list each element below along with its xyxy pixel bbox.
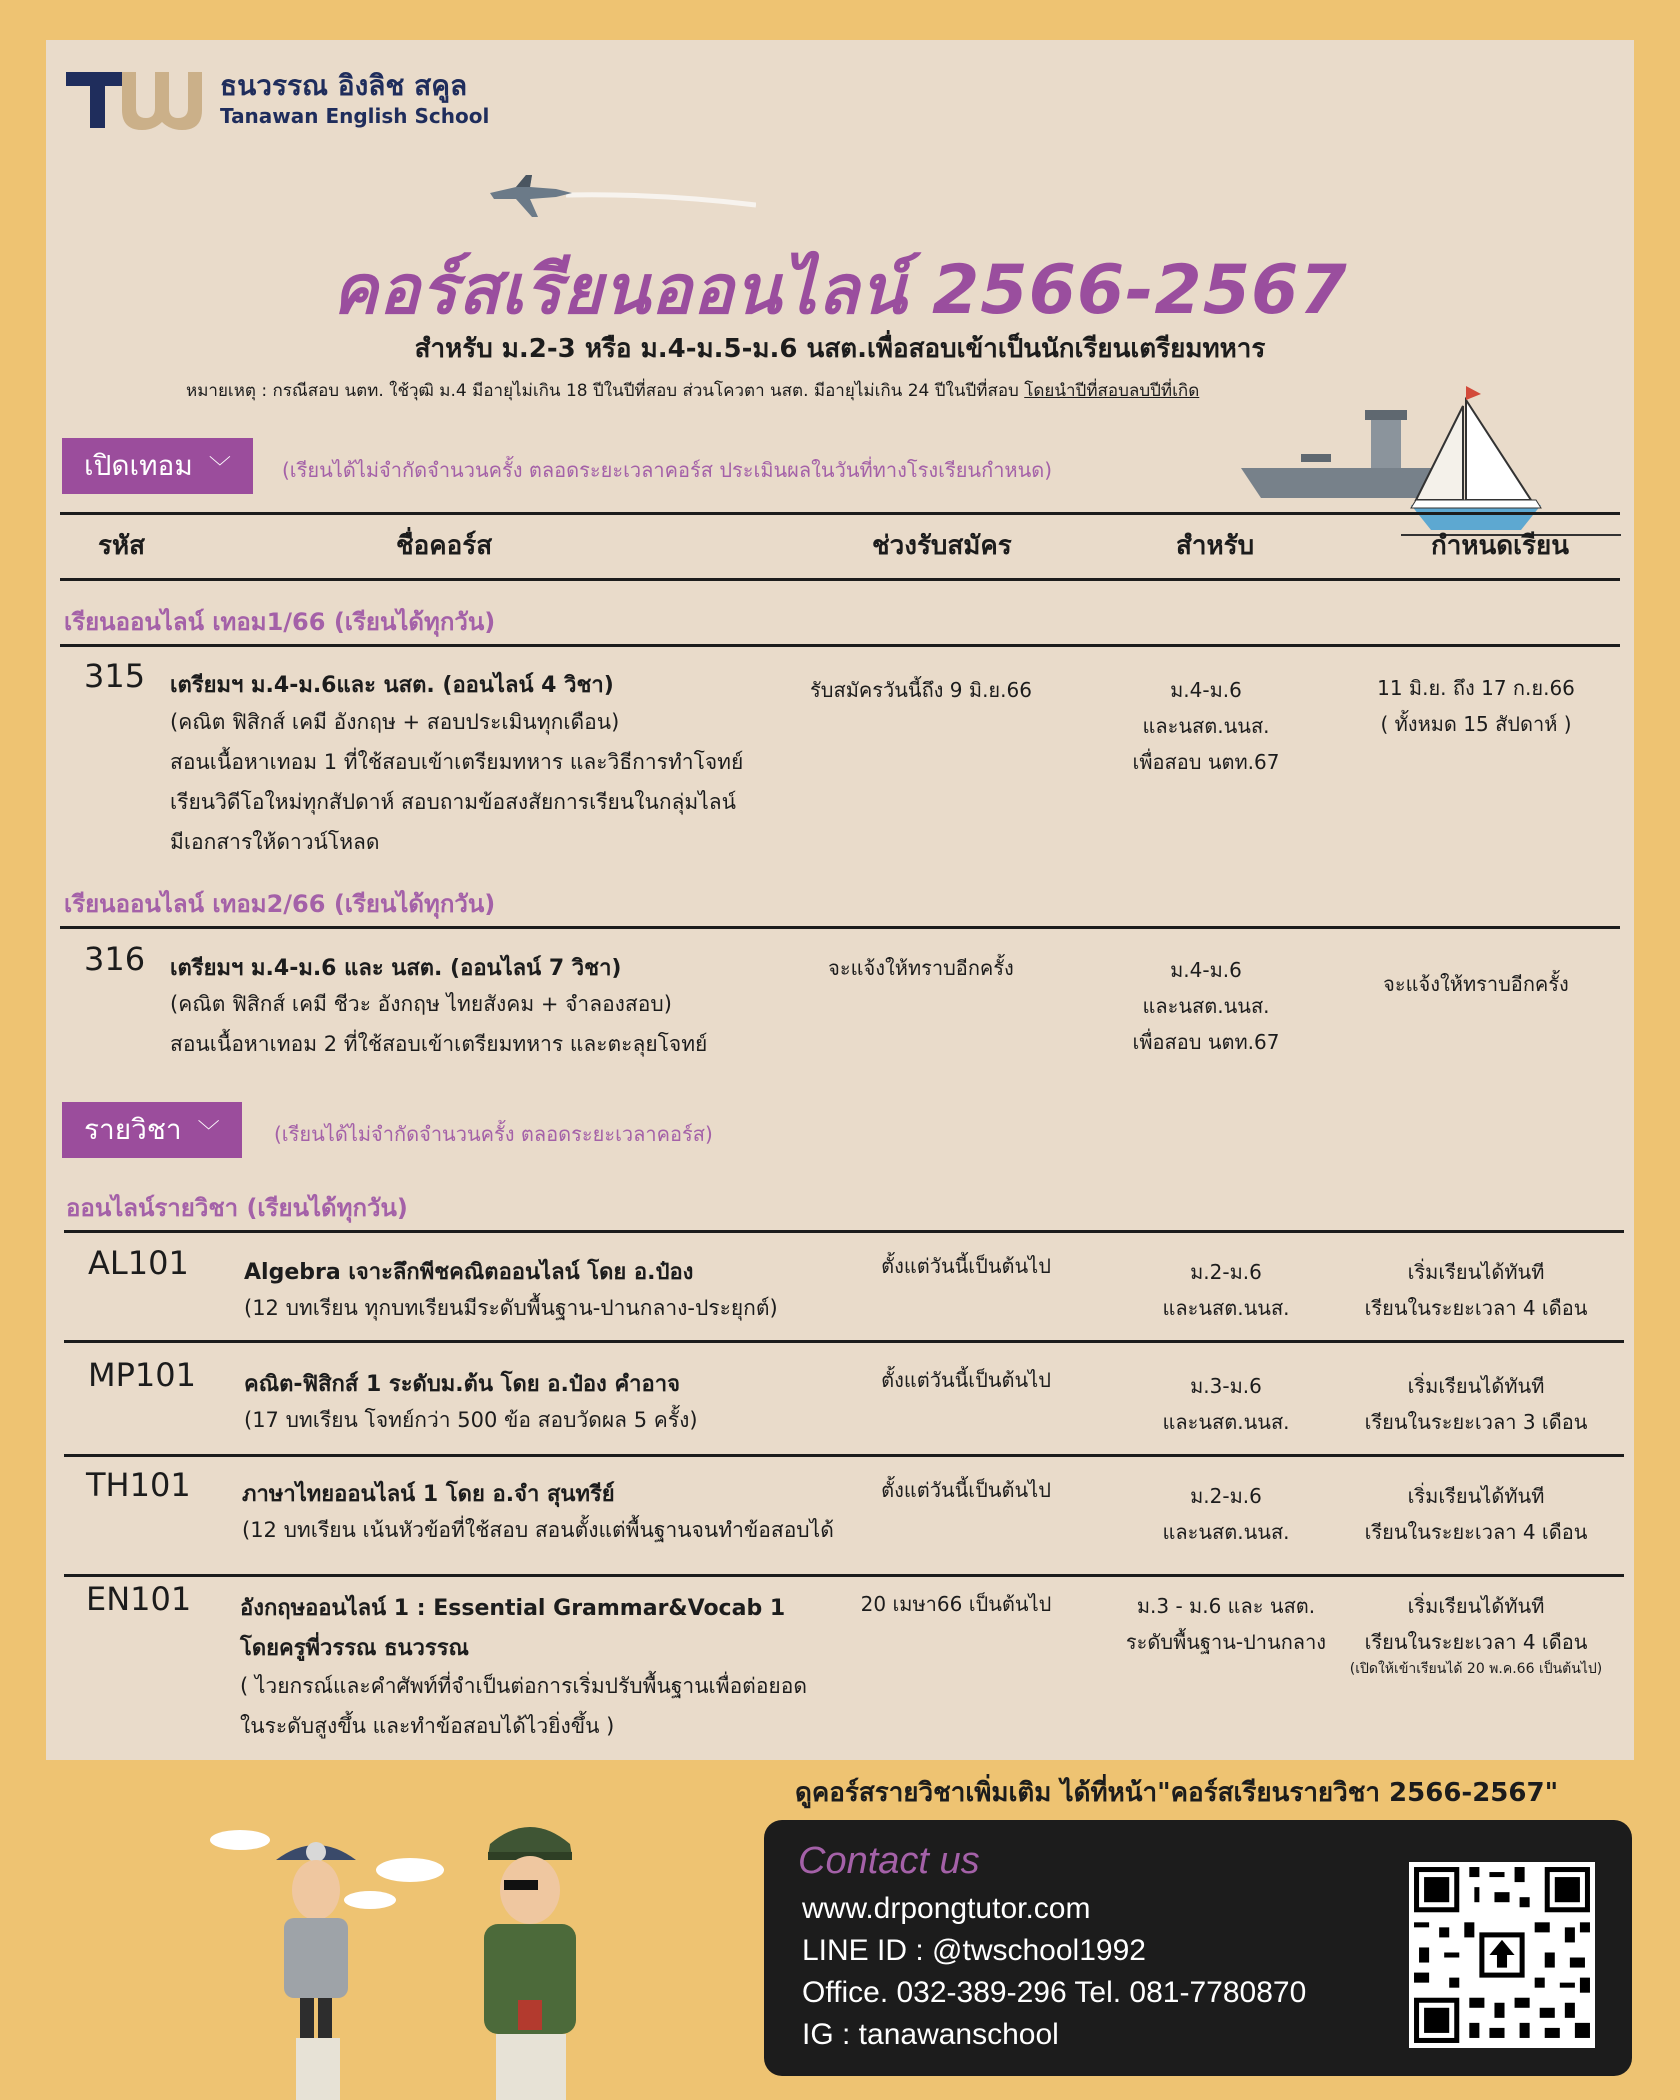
contact-line-id: LINE ID : @twschool1992 (802, 1934, 1146, 1967)
subject-section-header: ออนไลน์รายวิชา (เรียนได้ทุกวัน) (66, 1194, 408, 1222)
course-name: อังกฤษออนไลน์ 1 : Essential Grammar&Vocab 1 (240, 1596, 786, 1621)
header-rule-top (60, 512, 1620, 515)
soldier-cartoon-illustration (200, 1800, 640, 2100)
col-code: รหัส (98, 531, 145, 561)
col-name: ชื่อคอร์ส (396, 531, 493, 561)
more-courses-text: ดูคอร์สรายวิชาเพิ่มเติม ได้ที่หน้า"คอร์สเรียนรายวิชา 2566-2567" (795, 1778, 1559, 1808)
subject-tag-note: (เรียนได้ไม่จำกัดจำนวนครั้ง ตลอดระยะเวลาคอร์ส) (274, 1122, 713, 1146)
course-code: 316 (84, 940, 146, 978)
course-description (244, 1288, 778, 1328)
course-desc-line: (12 บทเรียน เน้นหัวข้อที่ใช้สอบ สอนตั้งแต่พื้นฐานจนทำข้อสอบได้ (242, 1518, 834, 1542)
term-tag[interactable] (62, 438, 253, 494)
course-desc-line: ( ไวยกรณ์และคำศัพท์ที่จำเป็นต่อการเริ่มปรับพื้นฐานเพื่อต่อยอด (240, 1674, 807, 1698)
course-for-line: เพื่อสอบ นตท.67 (1132, 750, 1280, 774)
course-for-line: ม.2-ม.6 (1190, 1260, 1262, 1284)
row-divider (64, 1340, 1624, 1343)
course-enroll: ตั้งแต่วันนี้เป็นต้นไป (881, 1254, 1051, 1278)
row-divider (64, 1574, 1624, 1577)
course-desc-line: สอนเนื้อหาเทอม 2 ที่ใช้สอบเข้าเตรียมทหาร และตะลุยโจทย์ (170, 1032, 708, 1056)
col-enroll: ช่วงรับสมัคร (872, 531, 1012, 561)
course-for-line: เพื่อสอบ นตท.67 (1132, 1030, 1280, 1054)
course-schedule-line: 11 มิ.ย. ถึง 17 ก.ย.66 (1377, 676, 1575, 700)
age-note-underlined: โดยนำปีที่สอบลบปีที่เกิด (1024, 381, 1200, 401)
course-schedule (1346, 670, 1606, 742)
course-schedule (1346, 1478, 1606, 1550)
contact-phone: Office. 032-389-296 Tel. 081-7780870 (802, 1976, 1307, 2009)
course-name: เตรียมฯ ม.4-ม.6และ นสต. (ออนไลน์ 4 วิชา) (170, 673, 614, 698)
course-enroll: ตั้งแต่วันนี้เป็นต้นไป (881, 1368, 1051, 1392)
course-description (170, 984, 707, 1064)
course-name: คณิต-ฟิสิกส์ 1 ระดับม.ต้น โดย อ.ป๋อง คำอาจ (244, 1372, 680, 1397)
course-desc-line: มีเอกสารให้ดาวน์โหลด (170, 830, 380, 854)
course-instructor: โดยครูพี่วรรณ ธนวรรณ (240, 1636, 469, 1661)
course-enroll: รับสมัครวันนี้ถึง 9 มิ.ย.66 (810, 678, 1032, 702)
subject-tag[interactable] (62, 1102, 242, 1158)
age-note (186, 377, 1199, 404)
qr-code-icon (1409, 1862, 1595, 2048)
course-name: ภาษาไทยออนไลน์ 1 โดย อ.จำ สุนทรีย์ (242, 1482, 615, 1507)
course-for-line: ระดับพื้นฐาน-ปานกลาง (1125, 1630, 1327, 1654)
header-rule-bottom (60, 578, 1620, 581)
course-for (1136, 1478, 1316, 1550)
course-schedule-line: เริ่มเรียนได้ทันที (1407, 1484, 1545, 1508)
term1-rule (60, 644, 1620, 647)
course-for-line: ม.4-ม.6 (1170, 958, 1242, 982)
row-divider (64, 1454, 1624, 1457)
course-for (1136, 1254, 1316, 1326)
chevron-down-icon: ﹀ (197, 1119, 220, 1145)
course-schedule (1346, 1588, 1606, 1678)
term2-header: เรียนออนไลน์ เทอม2/66 (เรียนได้ทุกวัน) (64, 890, 496, 918)
content-panel (46, 40, 1634, 1760)
course-for-line: และนสต.นนส. (1142, 994, 1270, 1018)
course-description (242, 1510, 834, 1550)
course-code: EN101 (86, 1580, 192, 1618)
course-desc-line: (คณิต ฟิสิกส์ เคมี ชีวะ อังกฤษ ไทยสังคม + จำลองสอบ) (170, 992, 672, 1016)
course-for-line: และนสต.นนส. (1162, 1296, 1290, 1320)
term2-rule (60, 926, 1620, 929)
course-desc-line: (คณิต ฟิสิกส์ เคมี อังกฤษ + สอบประเมินทุกเดือน) (170, 710, 620, 734)
course-code: MP101 (88, 1356, 196, 1394)
term1-header: เรียนออนไลน์ เทอม1/66 (เรียนได้ทุกวัน) (64, 608, 496, 636)
course-code: 315 (84, 657, 146, 695)
contact-instagram: IG : tanawanschool (802, 2018, 1059, 2051)
course-schedule-line: เรียนในระยะเวลา 4 เดือน (1364, 1520, 1588, 1544)
course-schedule-line: เริ่มเรียนได้ทันที (1407, 1374, 1545, 1398)
page-subtitle: สำหรับ ม.2-3 หรือ ม.4-ม.5-ม.6 นสต.เพื่อสอบเข้าเป็นนักเรียนเตรียมทหาร (414, 334, 1266, 364)
course-for (1106, 952, 1306, 1060)
contact-website[interactable]: www.drpongtutor.com (802, 1892, 1091, 1925)
course-schedule-line: เรียนในระยะเวลา 3 เดือน (1364, 1410, 1588, 1434)
course-desc-line: ในระดับสูงขึ้น และทำข้อสอบได้ไวยิ่งขึ้น ) (240, 1714, 615, 1738)
course-enroll: 20 เมษา66 เป็นต้นไป (860, 1592, 1052, 1616)
school-logo (66, 68, 489, 130)
ships-illustration (1241, 380, 1621, 545)
course-schedule-line: ( ทั้งหมด 15 สัปดาห์ ) (1380, 712, 1572, 736)
course-schedule-line: เรียนในระยะเวลา 4 เดือน (1364, 1296, 1588, 1320)
course-desc-line: เรียนวิดีโอใหม่ทุกสัปดาห์ สอบถามข้อสงสัยการเรียนในกลุ่มไลน์ (170, 790, 737, 814)
course-schedule-line: จะแจ้งให้ทราบอีกครั้ง (1383, 972, 1569, 996)
course-for-line: ม.3 - ม.6 และ นสต. (1136, 1594, 1316, 1618)
logo-mark (66, 68, 202, 130)
course-enroll: จะแจ้งให้ทราบอีกครั้ง (828, 956, 1014, 980)
subject-tag-label: รายวิชา (84, 1113, 182, 1146)
age-note-text: หมายเหตุ : กรณีสอบ นตท. ใช้วุฒิ ม.4 มีอายุไม่เกิน 18 ปีในปีที่สอบ ส่วนโควตา นสต. มีอายุไม่เกิน 24 ปีในปีที่สอบ (186, 381, 1025, 401)
contact-box (764, 1820, 1632, 2076)
col-schedule: กำหนดเรียน (1431, 531, 1569, 561)
course-for (1136, 1368, 1316, 1440)
course-desc-line: (12 บทเรียน ทุกบทเรียนมีระดับพื้นฐาน-ปานกลาง-ประยุกต์) (244, 1296, 778, 1320)
course-desc-line: (17 บทเรียน โจทย์กว่า 500 ข้อ สอบวัดผล 5 ครั้ง) (244, 1408, 698, 1432)
logo-english-name: Tanawan English School (220, 104, 490, 128)
course-for-line: และนสต.นนส. (1142, 714, 1270, 738)
course-description (244, 1400, 698, 1440)
contact-title: Contact us (798, 1840, 980, 1882)
course-code: TH101 (86, 1466, 191, 1504)
course-for (1106, 1588, 1346, 1660)
course-schedule (1346, 1254, 1606, 1326)
course-description (240, 1666, 807, 1746)
course-for-line: ม.3-ม.6 (1190, 1374, 1262, 1398)
course-name: Algebra เจาะลึกพีชคณิตออนไลน์ โดย อ.ป๋อง (244, 1260, 694, 1285)
course-schedule-line: เรียนในระยะเวลา 4 เดือน (1364, 1630, 1588, 1654)
course-for-line: และนสต.นนส. (1162, 1520, 1290, 1544)
course-for (1106, 672, 1306, 780)
course-for-line: และนสต.นนส. (1162, 1410, 1290, 1434)
course-for-line: ม.4-ม.6 (1170, 678, 1242, 702)
course-schedule-line: เริ่มเรียนได้ทันที (1407, 1594, 1545, 1618)
course-for-line: ม.2-ม.6 (1190, 1484, 1262, 1508)
chevron-down-icon: ﹀ (208, 455, 231, 481)
subject-rule (64, 1230, 1624, 1233)
fighter-jet-illustration (486, 155, 756, 235)
course-desc-line: สอนเนื้อหาเทอม 1 ที่ใช้สอบเข้าเตรียมทหาร และวิธีการทำโจทย์ (170, 750, 744, 774)
course-code: AL101 (88, 1244, 189, 1282)
course-description (170, 702, 743, 862)
col-for: สำหรับ (1176, 531, 1255, 561)
course-schedule-note: (เปิดให้เข้าเรียนได้ 20 พ.ค.66 เป็นต้นไป) (1349, 1661, 1603, 1677)
course-schedule-line: เริ่มเรียนได้ทันที (1407, 1260, 1545, 1284)
course-schedule (1346, 966, 1606, 1002)
course-name: เตรียมฯ ม.4-ม.6 และ นสต. (ออนไลน์ 7 วิชา) (170, 956, 622, 981)
course-schedule (1346, 1368, 1606, 1440)
term-tag-note: (เรียนได้ไม่จำกัดจำนวนครั้ง ตลอดระยะเวลาคอร์ส ประเมินผลในวันที่ทางโรงเรียนกำหนด) (282, 458, 1053, 482)
logo-thai-name: ธนวรรณ อิงลิช สคูล (220, 69, 468, 102)
page-title: คอร์สเรียนออนไลน์ 2566-2567 (332, 251, 1348, 330)
course-enroll: ตั้งแต่วันนี้เป็นต้นไป (881, 1478, 1051, 1502)
term-tag-label: เปิดเทอม (84, 449, 193, 482)
